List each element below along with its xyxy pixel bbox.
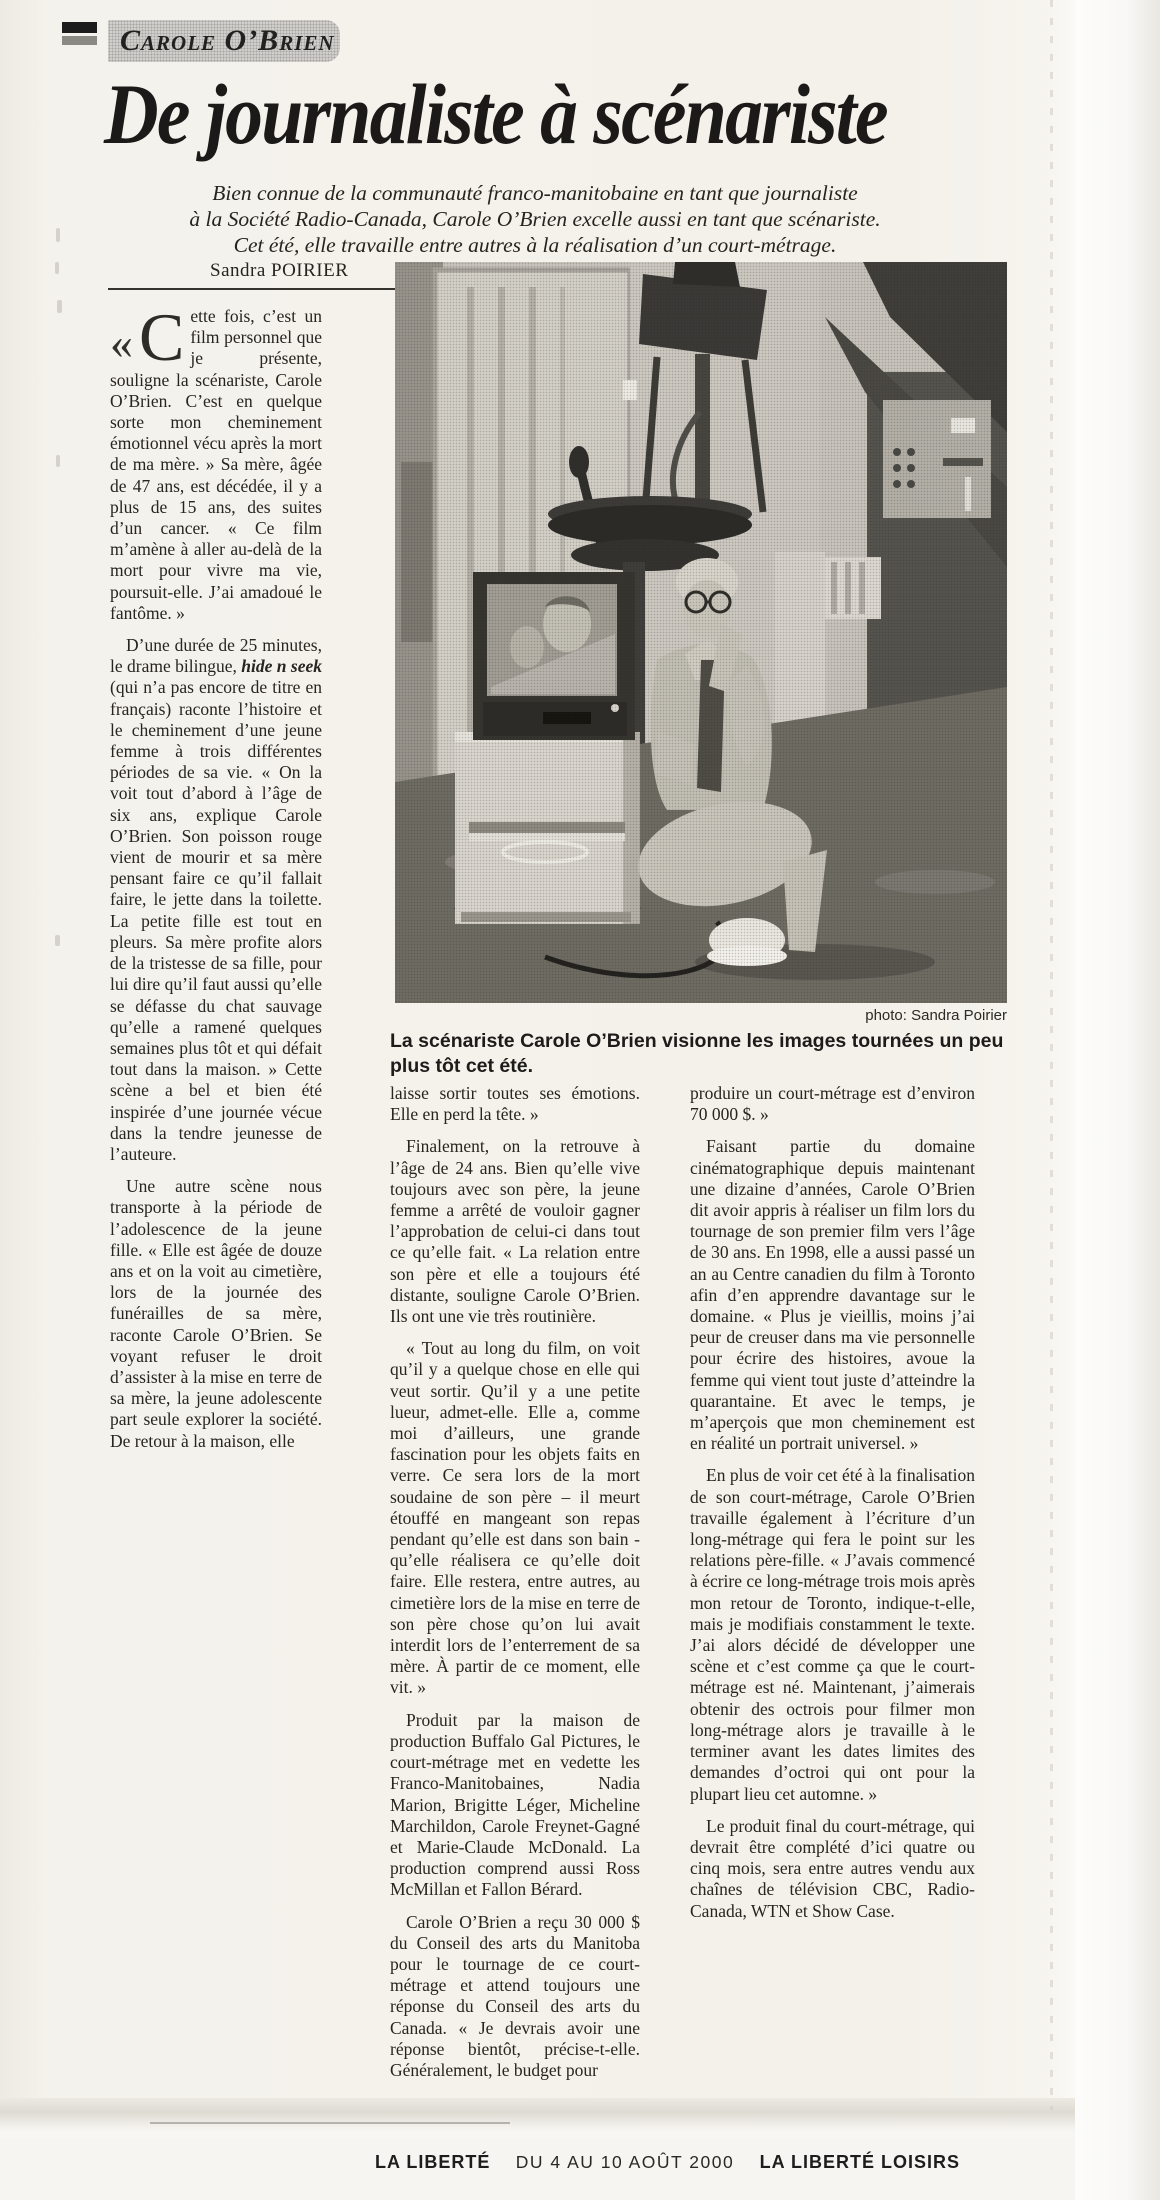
scan-artifact xyxy=(57,300,62,313)
paragraph-text: ette fois, c’est un film personnel que je présente, souligne la scénariste, Carole O’Brien. C’est en quelque sorte mon cheminement émotionnel vécu après la mort de ma mère. » Sa mère, âgée de 47 ans, est décédée, il y a plus de 15 ans, des suites d’un cancer. « Ce film m’amène à aller au-delà de la mort pour vivre ma vie, poursuit-elle. J’ai amadoué le fantôme. » xyxy=(110,306,322,623)
scan-right-margin xyxy=(1075,0,1160,2200)
article-column-2 xyxy=(390,1083,640,2092)
scan-artifact-top-left-2 xyxy=(62,36,97,45)
footer-masthead: LA LIBERTÉ xyxy=(375,2152,491,2172)
scan-artifact xyxy=(56,455,60,467)
byline-rule xyxy=(108,288,433,290)
deck-line-3: Cet été, elle travaille entre autres à la réalisation d’un court-métrage. xyxy=(233,233,837,257)
kicker-box xyxy=(108,20,340,62)
scan-artifact xyxy=(56,228,60,242)
page-title: De journaliste à scénariste xyxy=(104,66,887,162)
paragraph-text: (qui n’a pas encore de titre en français) raconte l’histoire et le cheminement d’une jeune femme à trois différentes périodes de sa vie. « On la voit tout d’abord à l’âge de six ans, explique Carole O’Brien. Son poisson rouge vient de mourir et sa mère pensant faire ce qu’il fallait faire, le jette dans la toilette. La petite fille est tout en pleurs. Sa mère profite alors de la tristesse de sa fille, pour lui dire qu’il faut aussi qu’elle se défasse du chat sauvage qu’elle a ramené quelques semaines plus tôt et qui défait tout dans la maison. » Cette scène a bel et bien été inspirée d’une journée vécue dans la tendre jeunesse de l’auteure. xyxy=(110,677,322,1164)
paragraph: produire un court-métrage est d’environ 70 000 $. » xyxy=(690,1083,975,1125)
paragraph-text: D’une durée de 25 minutes, le drame bilingue, xyxy=(110,635,322,677)
paragraph: laisse sortir toutes ses émotions. Elle en perd la tête. » xyxy=(390,1083,640,1125)
article-column-1 xyxy=(110,299,322,1463)
photo-caption: La scénariste Carole O’Brien visionne les images tournées un peu plus tôt cet été. xyxy=(390,1030,1004,1077)
scan-artifact xyxy=(55,262,59,274)
scan-artifact xyxy=(55,935,60,946)
paragraph: Finalement, on la retrouve à l’âge de 24 ans. Bien qu’elle vive toujours avec son père, la jeune femme a arrêté de vouloir gagner l’approbation de celui-ci dans tout ce qu’elle fait. « La relation entre son père et elle a toujours été distante, souligne Carole O’Brien. Ils ont une vie très routinière. xyxy=(390,1136,640,1327)
paragraph: « Tout au long du film, on voit qu’il y a quelque chose en elle qui veut sortir. Qu’il y a une petite lueur, admet-elle. Elle a, comme moi d’ailleurs, une grande fascination pour les objets faits en verre. Ce sera lors de la mort soudaine de son père – il meurt étouffé en mangeant son repas pendant qu’elle est dans son bain - qu’elle réalisera ce qu’elle doit faire. Elle restera, entre autres, au cimetière lors de la mise en terre de son père chose qu’on lui avait interdit lors de l’enterrement de sa mère. À partir de ce moment, elle vit. » xyxy=(390,1338,640,1698)
page-footer xyxy=(375,2152,960,2173)
drop-cap: C xyxy=(139,299,185,375)
page-seam-line xyxy=(150,2122,510,2124)
paragraph: En plus de voir cet été à la finalisation de son court-métrage, Carole O’Brien travaille également à l’écriture d’un long-métrage qui fera le point sur les relations père-fille. « J’avais commencé à écrire ce long-métrage trois mois après mon retour de Toronto, indique-t-elle, mais je modifiais constamment le texte. J’ai alors décidé de développer une scène et c’est comme ça que le court-métrage est né. Maintenant, j’aimerais obtenir des octrois pour filmer mon long-métrage alors je travaille à le terminer avant les dates limites des demandes d’octroi qui ont pour la plupart lieu cet automne. » xyxy=(690,1465,975,1804)
paragraph: Carole O’Brien a reçu 30 000 $ du Conseil des arts du Manitoba pour le tournage de ce court-métrage et attend toujours une réponse du Conseil des arts du Canada. « Je devrais avoir une réponse bientôt, précise-t-elle. Généralement, le budget pour xyxy=(390,1911,640,2080)
footer-date: DU 4 AU 10 AOÛT 2000 xyxy=(515,2152,735,2172)
footer-section: LA LIBERTÉ LOISIRS xyxy=(759,2152,960,2172)
article-column-3 xyxy=(690,1083,975,1933)
byline: Sandra POIRIER xyxy=(210,260,349,281)
page-seam xyxy=(0,2098,1160,2138)
paragraph: Le produit final du court-métrage, qui devrait être complété d’ici quatre ou cinq mois, sera entre autres vendu aux chaînes de télévision CBC, Radio-Canada, WTN et Show Case. xyxy=(690,1815,975,1921)
scan-artifact-top-left xyxy=(62,22,97,33)
paragraph: Produit par la maison de production Buffalo Gal Pictures, le court-métrage met en vedette les Franco-Manitobaines, Nadia Marion, Brigitte Léger, Micheline Marchildon, Carole Freynet-Gagné et Marie-Claude McDonald. La production comprend aussi Ross McMillan et Fallon Bérard. xyxy=(390,1709,640,1900)
deck xyxy=(105,180,965,258)
article-photo xyxy=(395,262,1007,1003)
deck-line-1: Bien connue de la communauté franco-manitobaine en tant que journaliste xyxy=(212,181,858,205)
paragraph: Faisant partie du domaine cinématographique depuis maintenant une dizaine d’années, Carole O’Brien dit avoir appris à réaliser un film lors du tournage de son premier film vers l’âge de 30 ans. En 1998, elle a aussi passé un an au Centre canadien du film à Toronto afin d’en apprendre davantage sur le domaine. « Plus je vieillis, moins j’ai peur de creuser dans ma vie personnelle pour écrire des histoires, avoue la femme qui vient tout juste d’atteindre la quarantaine. Et avec le temps, je m’aperçois que mon cheminement est en réalité un portrait universel. » xyxy=(690,1136,975,1454)
paragraph xyxy=(110,635,322,1165)
deck-line-2: à la Société Radio-Canada, Carole O’Brien excelle aussi en tant que scénariste. xyxy=(189,207,881,231)
photo-credit: photo: Sandra Poirier xyxy=(865,1007,1007,1024)
fold-perforation-line xyxy=(1050,0,1053,2110)
photo-illustration xyxy=(395,262,1007,1003)
kicker-label: Carole O’Brien xyxy=(120,24,335,57)
paragraph: Une autre scène nous transporte à la période de l’adolescence de la jeune fille. « Elle est âgée de douze ans et on la voit au cimetière, lors de la journée des funérailles de sa mère, raconte Carole O’Brien. Se voyant refuser le droit d’assister à la mise en terre de sa mère, la jeune adolescente part seule explorer la société. De retour à la maison, elle xyxy=(110,1176,322,1451)
paragraph xyxy=(110,299,322,624)
opening-quote-mark: « xyxy=(110,317,133,368)
film-title: hide n seek xyxy=(241,656,322,677)
